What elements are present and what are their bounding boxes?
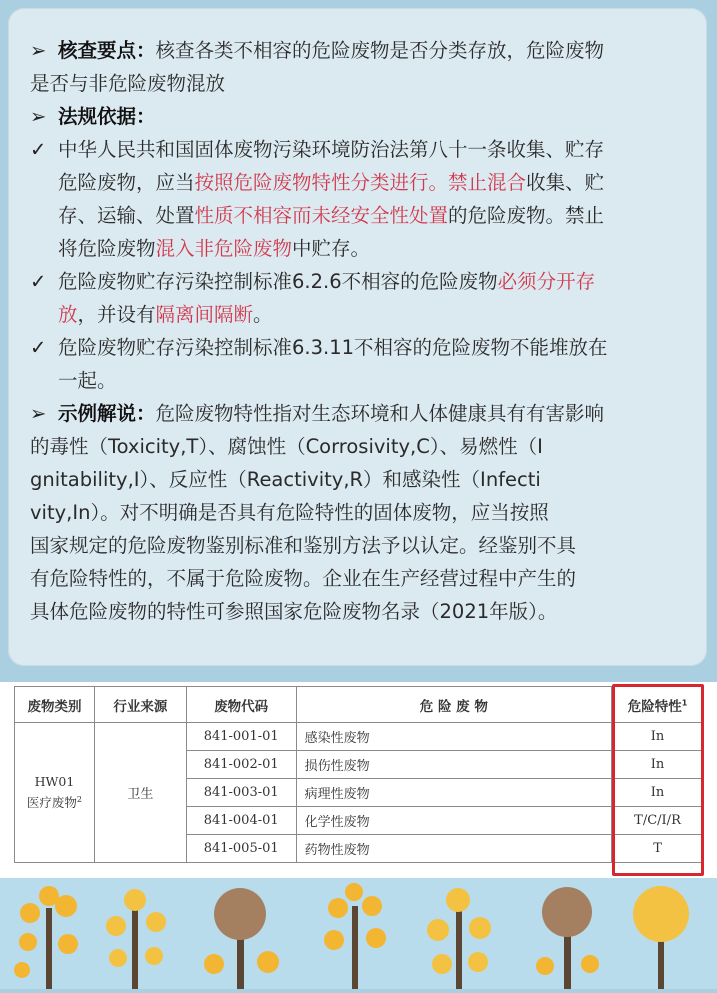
example-label: 示例解说： <box>58 402 156 425</box>
law-text: 。 <box>253 303 273 326</box>
example-line-6 <box>30 562 685 595</box>
example-text: 有危险特性的，不属于危险废物。企业在生产经营过程中产生的 <box>30 567 577 590</box>
law-item-2 <box>30 265 685 298</box>
example-line-3 <box>30 463 685 496</box>
arrow-bullet-icon: ➢ <box>30 39 47 62</box>
category-name: 医疗废物 <box>26 795 77 811</box>
tree-4 <box>324 883 386 989</box>
category-code: HW01 <box>34 773 75 789</box>
trees-illustration <box>0 878 717 989</box>
law-item-1-line-2 <box>30 166 685 199</box>
paragraph-example <box>30 397 685 430</box>
category-cell <box>15 723 95 863</box>
code-cell: 841-001-01 <box>186 723 296 751</box>
code-cell: 841-005-01 <box>186 835 296 863</box>
tree-6 <box>536 887 599 989</box>
check-bullet-icon: ✓ <box>30 138 47 161</box>
header-source: 行业来源 <box>94 687 186 723</box>
highlight-text: 按照危险废物特性分类进行 <box>194 171 429 194</box>
example-text: vity,In）。对不明确是否具有危险特性的固体废物，应当按照 <box>30 501 549 524</box>
tree-7 <box>633 886 689 989</box>
example-text: 危险废物特性指对生态环境和人体健康具有有害影响 <box>155 402 605 425</box>
tree-1 <box>14 886 78 989</box>
text-panel <box>8 8 707 666</box>
hazardous-waste-table <box>14 686 704 863</box>
highlight-text: 必须分开存 <box>497 270 596 293</box>
law-item-1 <box>30 133 685 166</box>
tree-5 <box>427 888 491 989</box>
law-text: 危险废物，应当 <box>58 171 195 194</box>
header-category: 废物类别 <box>15 687 95 723</box>
example-line-5 <box>30 529 685 562</box>
highlight-text: 放 <box>58 303 78 326</box>
paragraph-legal-basis <box>30 100 685 133</box>
paragraph-check-points-cont <box>30 67 685 100</box>
example-line-7 <box>30 595 685 628</box>
source-cell: 卫生 <box>94 723 186 863</box>
waste-name-cell: 感染性废物 <box>296 723 611 751</box>
arrow-bullet-icon: ➢ <box>30 402 47 425</box>
check-points-label: 核查要点： <box>58 39 156 62</box>
arrow-bullet-icon: ➢ <box>30 105 47 128</box>
check-bullet-icon: ✓ <box>30 336 47 359</box>
hazard-cell: In <box>612 751 704 779</box>
decorative-trees-footer <box>0 878 717 989</box>
highlight-text: 禁止混合 <box>448 171 527 194</box>
hazard-cell: In <box>612 779 704 807</box>
waste-table-area <box>0 682 717 878</box>
example-text: 具体危险废物的特性可参照国家危险废物名录（2021年版）。 <box>30 600 558 623</box>
code-cell: 841-003-01 <box>186 779 296 807</box>
waste-name-cell: 化学性废物 <box>296 807 611 835</box>
example-text: gnitability,I）、反应性（Reactivity,R）和感染性（Infecti <box>30 468 541 491</box>
law-item-3-line-2 <box>30 364 685 397</box>
law-text: 危险废物贮存污染控制标准6.3.11不相容的危险废物不能堆放在 <box>58 336 608 359</box>
law-text: 中华人民共和国固体废物污染环境防治法第八十一条收集、贮存 <box>58 138 605 161</box>
law-item-2-line-2 <box>30 298 685 331</box>
highlight-text: 性质不相容而未经安全性处置 <box>194 204 449 227</box>
law-text: 危险废物贮存污染控制标准6.2.6不相容的危险废物 <box>58 270 498 293</box>
law-text: 中贮存。 <box>292 237 371 260</box>
waste-name-cell: 损伤性废物 <box>296 751 611 779</box>
table-header-row <box>15 687 704 723</box>
law-item-1-line-3 <box>30 199 685 232</box>
check-points-text: 核查各类不相容的危险废物是否分类存放，危险废物 <box>155 39 605 62</box>
hazard-cell: In <box>612 723 704 751</box>
code-cell: 841-002-01 <box>186 751 296 779</box>
highlight-text: 。 <box>428 171 449 194</box>
law-item-3 <box>30 331 685 364</box>
legal-basis-label: 法规依据： <box>58 105 156 128</box>
footnote-marker: 1 <box>681 698 688 707</box>
paragraph-check-points <box>30 34 685 67</box>
law-text: 的危险废物。禁止 <box>448 204 605 227</box>
waste-name-cell: 药物性废物 <box>296 835 611 863</box>
law-text: 收集、贮 <box>526 171 605 194</box>
header-waste: 危 险 废 物 <box>296 687 611 723</box>
hazard-cell: T <box>612 835 704 863</box>
law-text: ，并设有 <box>77 303 156 326</box>
hazard-column-highlight-box <box>612 684 704 876</box>
example-text: 的毒性（Toxicity,T）、腐蚀性（Corrosivity,C）、易燃性（I <box>30 435 543 458</box>
example-line-2 <box>30 430 685 463</box>
highlight-text: 混入非危险废物 <box>155 237 293 260</box>
waste-name-cell: 病理性废物 <box>296 779 611 807</box>
hazard-cell: T/C/I/R <box>612 807 704 835</box>
highlight-text: 隔离间隔断 <box>155 303 254 326</box>
law-text: 存、运输、处置 <box>58 204 195 227</box>
check-points-text-2: 是否与非危险废物混放 <box>30 72 226 95</box>
table-row <box>15 723 704 751</box>
header-code: 废物代码 <box>186 687 296 723</box>
code-cell: 841-004-01 <box>186 807 296 835</box>
law-text: 将危险废物 <box>58 237 156 260</box>
footnote-marker: 2 <box>76 794 83 804</box>
check-bullet-icon: ✓ <box>30 270 47 293</box>
header-hazard-label: 危险特性 <box>627 698 682 715</box>
law-item-1-line-4 <box>30 232 685 265</box>
law-text: 一起。 <box>58 369 117 392</box>
example-text: 国家规定的危险废物鉴别标准和鉴别方法予以认定。经鉴别不具 <box>30 534 577 557</box>
category-name-wrap <box>15 791 94 812</box>
example-line-4 <box>30 496 685 529</box>
tree-3 <box>204 888 279 989</box>
tree-2 <box>106 889 166 989</box>
